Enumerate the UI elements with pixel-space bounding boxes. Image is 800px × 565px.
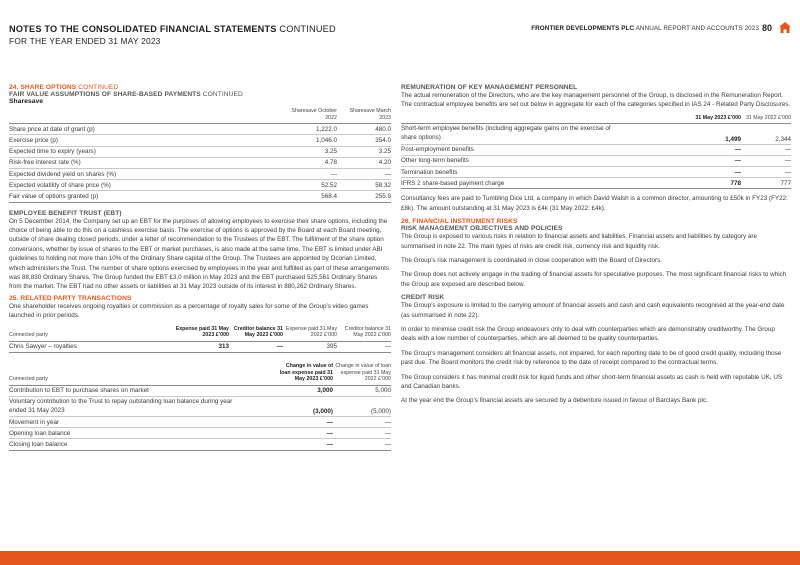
party-label: Connected party <box>9 376 48 383</box>
ebt-loan-table <box>9 363 391 451</box>
ebt-heading: EMPLOYEE BENEFIT TRUST (EBT) <box>9 209 122 217</box>
related-party-heading: 25. RELATED PARTY TRANSACTIONS <box>9 294 132 302</box>
consultancy-note: Consultancy fees are paid to Tumbling Dice Ltd, a company in which David Walsh is a common director, amounting to £50k in FY23 (FY22: £8k). The amount outstanding at 31 May 2023 is £4k (31 May 2022: £4k). <box>401 195 788 212</box>
credit-risk-heading: CREDIT RISK <box>401 294 445 302</box>
column-header: Sharesave March 2023 <box>349 108 391 121</box>
credit-paragraph-1: The Group’s exposure is limited to the carrying amount of financial assets and cash and cash equivalents recognised at the year-end date (as summarised in note 22). <box>401 302 785 319</box>
page-title: NOTES TO THE CONSOLIDATED FINANCIAL STATEMENTS CONTINUED <box>9 24 336 34</box>
credit-paragraph-2: In order to minimise credit risk the Group endeavours only to deal with counterparties which are demonstrably creditworthy. The Group deals with a low number of counterparties, which are all deemed to be quality counterparties. <box>401 326 775 343</box>
page-subtitle: FOR THE YEAR ENDED 31 MAY 2023 <box>9 36 161 46</box>
page-number: 80 <box>761 23 772 33</box>
sharesave-title: Sharesave <box>9 98 44 105</box>
remuneration-heading: REMUNERATION OF KEY MANAGEMENT PERSONNEL <box>401 84 578 91</box>
column-header: Sharesave October 2022 <box>291 108 337 121</box>
related-party-paragraph: One shareholder receives ongoing royalties or commission as a percentage of royalty sales for some of the Group’s video games launched in prior periods. <box>9 302 369 320</box>
table-row: Post-employment benefits — — <box>401 144 791 155</box>
table-row: Closing loan balance — — <box>9 439 391 450</box>
table-row: Opening loan balance — — <box>9 428 391 439</box>
share-options-heading: 24. SHARE OPTIONS CONTINUED <box>9 84 119 91</box>
table-row: IFRS 2 share-based payment charge 778 777 <box>401 178 791 189</box>
table-row: Fair value of options granted (p) 568.4 255.9 <box>9 191 391 202</box>
page-header <box>9 22 791 52</box>
table-row: Contribution to EBT to purchase shares on market 3,000 5,000 <box>9 385 391 396</box>
column-header: Change in value of loan expense paid 31 May 2022 £’000 <box>335 362 391 383</box>
table-row: Exercise price (p) 1,046.0 354.0 <box>9 135 391 146</box>
report-name: FRONTIER DEVELOPMENTS PLC ANNUAL REPORT AND ACCOUNTS 2023 <box>531 25 759 32</box>
sharesave-table <box>9 108 391 203</box>
remuneration-paragraph: The actual remuneration of the Directors, who are the key management personnel of the Group, is disclosed in the Remuneration Report. The contractual employee benefits are set out below in aggregate for each of the categories specified in IAS 24 - Related Party Disclosures. <box>401 92 791 109</box>
credit-paragraph-3: The Group’s management considers all financial assets, not impaired, for each reporting date to be of good credit quality, including those past due. The Board monitors the credit risk by reference to the date of receipt compared to the contractual terms. <box>401 349 782 367</box>
column-header: Creditor balance 31 May 2023 £’000 <box>233 325 283 339</box>
table-row: Movement in year — — <box>9 417 391 428</box>
column-header: Creditor balance 31 May 2022 £’000 <box>344 325 391 339</box>
table-row: Share price at date of grant (p) 1,222.0 480.0 <box>9 124 391 135</box>
column-header: 31 May 2022 £’000 <box>745 114 791 121</box>
risks-paragraph-2: The Group’s risk management is coordinated in close cooperation with the Board of Directors. <box>401 256 662 264</box>
credit-paragraph-4: The Group considers it has minimal credit risk for liquid funds and other short-term financial assets as cash is held with reputable UK, US and Canadian banks. <box>401 373 783 391</box>
column-header: Change in value of loan expense paid 31 May 2023 £’000 <box>279 362 333 383</box>
risk-management-subheading: RISK MANAGEMENT OBJECTIVES AND POLICIES <box>401 225 563 233</box>
risks-paragraph-1: The Group is exposed to various risks in relation to financial assets and liabilities. Financial assets and liabilities by category are summarised in note 22. The main types of risks are credit risk, currency risk and liquidity risk. <box>401 233 757 250</box>
table-row: Expected dividend yield on shares (%) — — <box>9 168 391 179</box>
home-icon[interactable] <box>779 22 791 33</box>
party-label: Connected party <box>9 332 48 339</box>
footer-bar <box>0 551 800 565</box>
credit-paragraph-5: At the year end the Group’s financial assets are secured by a debenture issued in favour of Barclays Bank plc. <box>401 397 708 405</box>
right-column <box>401 84 791 406</box>
table-row: Other long-term benefits — — <box>401 155 791 166</box>
remuneration-table <box>401 115 791 190</box>
risks-heading: 26. FINANCIAL INSTRUMENT RISKS <box>401 218 518 226</box>
fair-value-subheading: FAIR VALUE ASSUMPTIONS OF SHARE-BASED PAYMENTS CONTINUED <box>9 91 243 98</box>
column-header: Expense paid 31 May 2023 £’000 <box>175 325 229 339</box>
table-row: Expected time to expiry (years) 3.25 3.25 <box>9 146 391 157</box>
table-row: Risk-free interest rate (%) 4.78 4.20 <box>9 157 391 168</box>
table-row: Expected volatility of share price (%) 52.52 58.32 <box>9 180 391 191</box>
column-header: 31 May 2023 £’000 <box>695 114 741 121</box>
royalties-table <box>9 326 391 353</box>
ebt-paragraph: On 5 December 2014, the Company set up an EBT for the purposes of allowing employees to exercise their share options, including the choice of being able to do this on a cashless exercise basis. The exercise of options is approved by the Board at each Board meeting, outside of share dealing closed periods, under a letter of recommendation to the Trustees of the EBT. The fulfilment of the share option conversions, whether by issue of shares to the EBT or market purchases, is also made at the same time. The EBT is limited under ABI guidelines to holding not more than 10% of the Ordinary Share capital of the Group. The Trustees are appointed by Ocorian Limited, which administers the Trust. The number of share options exercised by employees in the year and fulfilled as part of these arrangements was 88,830 Ordinary Shares. The Group funded the EBT £3.0 million in May 2023 and the EBT purchased 525,561 Ordinary Shares from the market. The EBT had no other assets or liabilities at 31 May 2023 outside of its interest in 880,262 Ordinary Shares. <box>9 217 389 291</box>
left-column <box>9 84 391 451</box>
risks-paragraph-3: The Group does not actively engage in the trading of financial assets for speculative purposes. The most significant financial risks to which the Group are exposed are described below. <box>401 271 787 288</box>
table-row: Termination benefits — — <box>401 166 791 177</box>
table-row: Short-term employee benefits (including aggregate gains on the exercise of share options) 1,499 2,344 <box>401 125 791 143</box>
table-row: Chris Sawyer – royalties 313 — 395 — <box>9 341 391 352</box>
table-row: Voluntary contribution to the Trust to repay outstanding loan balance during year ended 31 May 2023 (3,000) (5,000) <box>9 397 391 416</box>
column-header: Expense paid 31 May 2022 £’000 <box>286 325 337 339</box>
